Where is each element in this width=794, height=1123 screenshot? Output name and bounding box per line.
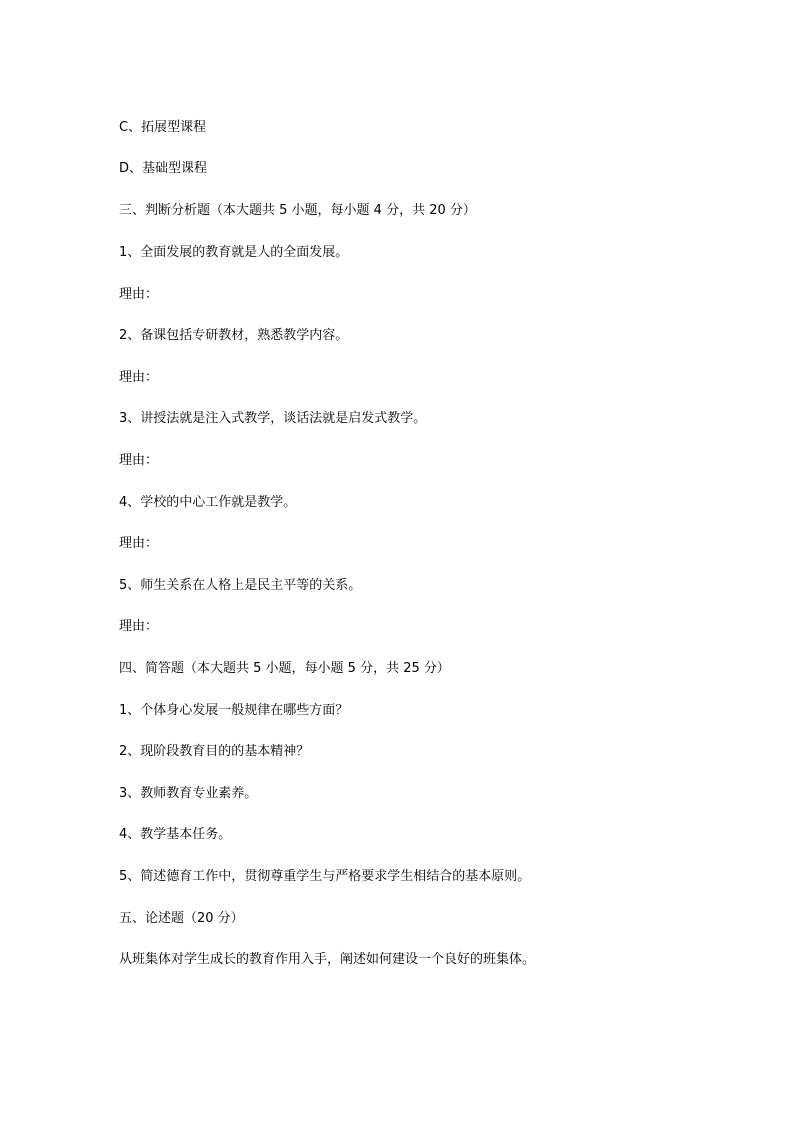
judgment-question-2: 2、备课包括专研教材，熟悉教学内容。 (119, 328, 349, 343)
reason-label-1: 理由： (119, 287, 159, 302)
section-heading-short-answer: 四、简答题（本大题共 5 小题，每小题 5 分，共 25 分） (119, 661, 450, 676)
judgment-question-3: 3、讲授法就是注入式教学，谈话法就是启发式教学。 (119, 411, 427, 426)
reason-label-3: 理由： (119, 453, 159, 468)
short-answer-question-1: 1、个体身心发展一般规律在哪些方面？ (119, 703, 349, 718)
reason-label-2: 理由： (119, 370, 159, 385)
judgment-question-4: 4、学校的中心工作就是教学。 (119, 495, 297, 510)
short-answer-question-4: 4、教学基本任务。 (119, 827, 232, 842)
reason-label-4: 理由： (119, 536, 159, 551)
section-heading-judgment: 三、判断分析题（本大题共 5 小题，每小题 4 分，共 20 分） (119, 203, 476, 218)
essay-question: 从班集体对学生成长的教育作用入手，阐述如何建设一个良好的班集体。 (119, 952, 536, 967)
option-d: D、基础型课程 (119, 161, 208, 176)
judgment-question-5: 5、师生关系在人格上是民主平等的关系。 (119, 578, 362, 593)
judgment-question-1: 1、全面发展的教育就是人的全面发展。 (119, 245, 349, 260)
section-heading-essay: 五、论述题（20 分） (119, 911, 244, 926)
reason-label-5: 理由： (119, 619, 159, 634)
short-answer-question-3: 3、教师教育专业素养。 (119, 786, 258, 801)
option-c: C、拓展型课程 (119, 120, 207, 135)
short-answer-question-2: 2、现阶段教育目的的基本精神？ (119, 744, 310, 759)
short-answer-question-5: 5、简述德育工作中，贯彻尊重学生与严格要求学生相结合的基本原则。 (119, 869, 531, 884)
